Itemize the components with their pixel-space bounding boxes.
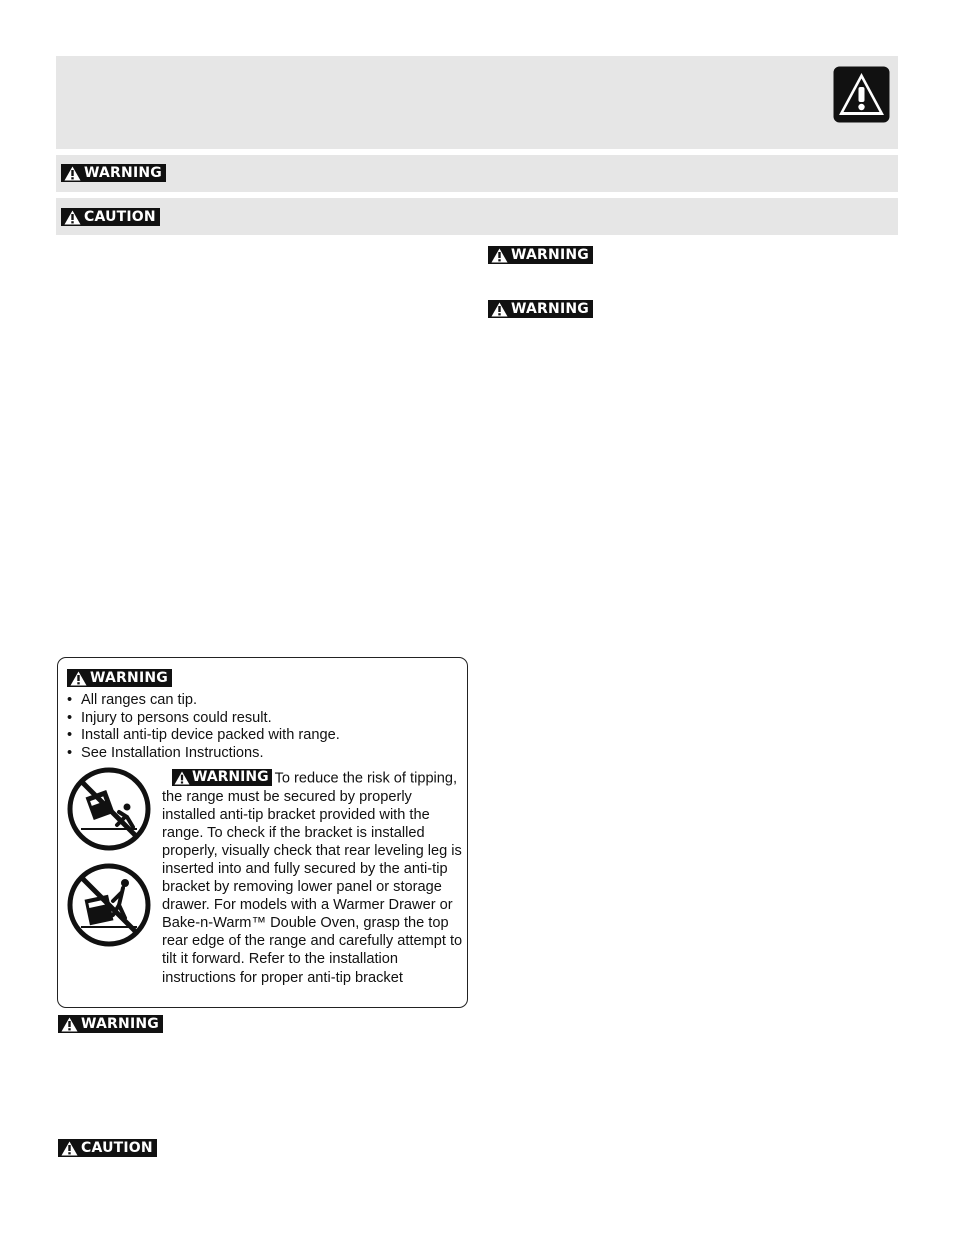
warning-label xyxy=(172,769,272,786)
header-band xyxy=(56,56,898,149)
anti-tip-instructions xyxy=(162,769,464,987)
tip-bullet-list xyxy=(66,692,340,762)
alert-triangle-icon xyxy=(491,302,508,317)
caution-label xyxy=(58,1139,157,1157)
warning-label-text: WARNING xyxy=(84,165,162,181)
alert-triangle-icon xyxy=(64,166,81,181)
list-item: • Injury to persons could result. xyxy=(66,710,340,728)
alert-triangle-icon xyxy=(64,210,81,225)
alert-triangle-icon xyxy=(491,248,508,263)
caution-label-text: CAUTION xyxy=(81,1140,153,1156)
alert-triangle-icon xyxy=(70,671,87,686)
list-item: • See Installation Instructions. xyxy=(66,745,340,763)
caution-band xyxy=(56,198,898,235)
warning-label xyxy=(488,246,593,264)
caution-label xyxy=(61,208,160,226)
alert-triangle-icon xyxy=(61,1017,78,1032)
warning-band xyxy=(56,155,898,192)
no-tipping-range-icon xyxy=(67,767,151,851)
warning-label xyxy=(67,669,172,687)
warning-label xyxy=(488,300,593,318)
anti-tip-paragraph-text: To reduce the risk of tipping, the range must be secured by properly installed anti-tip bracket provided with the range. To check if the bracket is installed properly, visually check that rear leveling leg is inserted into and fully secured by the anti-tip bracket by removing lower panel or storage drawer. For models with a Warmer Drawer or Bake-n-Warm™ Double Oven, grasp the top rear edge of the range and carefully attempt to tilt it forward. Refer to the installation instructions for proper anti-tip bracket xyxy=(162,770,463,986)
warning-triangle-icon xyxy=(833,66,890,123)
warning-label-text: WARNING xyxy=(511,247,589,263)
warning-label xyxy=(58,1015,163,1033)
alert-triangle-icon xyxy=(174,771,190,785)
caution-label-text: CAUTION xyxy=(84,209,156,225)
warning-label-text: WARNING xyxy=(90,670,168,686)
list-item: • Install anti-tip device packed with range. xyxy=(66,727,340,745)
warning-label-text: WARNING xyxy=(511,301,589,317)
list-item: • All ranges can tip. xyxy=(66,692,340,710)
warning-label-text: WARNING xyxy=(81,1016,159,1032)
warning-label-text: WARNING xyxy=(192,769,269,786)
warning-label xyxy=(61,164,166,182)
alert-triangle-icon xyxy=(61,1141,78,1156)
no-climbing-on-door-icon xyxy=(67,863,151,947)
